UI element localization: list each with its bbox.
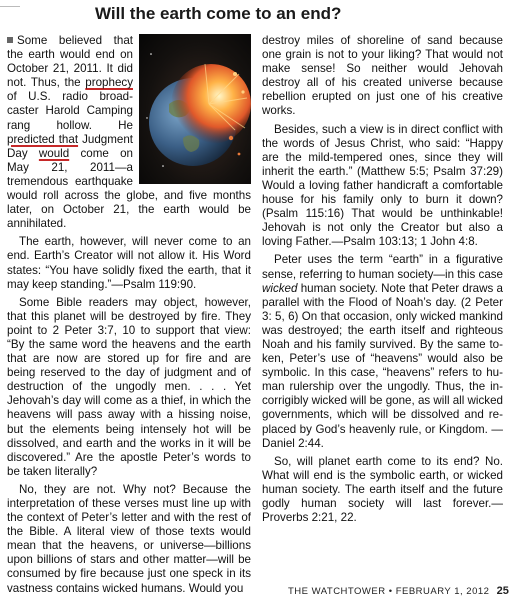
bullet-square-icon — [7, 37, 13, 43]
emphasis-wicked: wicked — [262, 281, 298, 295]
paragraph-earth-not-end: The earth, however, will never come to an end. Earth’s Creator will not allow it. His Word states: “You have solidly fixed the earth, that it may keep standing.”—Psalm 119:90. — [7, 235, 251, 291]
paragraph-figurative-earth: Peter uses the term “earth” in a figurative sense, referring to human society—in this case wicked human society. Note that Peter draws a parallel with the Flood of Noah’s day. (2 Peter 3: 5, 6) On that occasion, only wicked mankind was destroyed; the earth itself and righteous Noah and his family survived. By the same token, Peter’s use of “heavens” would also be symbolic. In this case, “heavens” refers to human rulership over the ungodly. Thus, the incorrigibly wicked will be gone, as will all wicked governments, which will be dissolved and replaced by God’s heavenly rule, or Kingdom. —Daniel 2:44. — [262, 253, 504, 450]
paragraph-not-literal: No, they are not. Why not? Because the interpretation of these verses must line up with the context of Peter’s letter and with the rest of the Bible. A literal view of those texts would mean that the heavens, or universe—billions upon billions of stars and other matter—will be consumed by fire because just one speck in its vastness contains wicked humans. Would you — [7, 482, 251, 595]
footer-separator: • — [388, 586, 393, 597]
footer-publication: THE WATCHTOWER — [288, 586, 386, 597]
paragraph-conclusion: So, will planet earth come to its end? No. What will end is the symbolic earth, or wicked human society. The earth itself and the future godly human society will last forever.—Proverbs 2:21, 22. — [262, 454, 503, 525]
exploding-earth-icon — [139, 34, 251, 184]
paragraph-intro: Some believed that the earth would end on October 21, 2011. It did not. Thus, the prophecy of U.S. radio broadcaster Harold Camping rang hollow. He predicted that Judgment Day would come on May 21, 2011—a tremendous earthquake would roll across the globe, and five months later, on October 21, the earth would be annihilated. — [7, 34, 251, 231]
underlined-predicted: predicted that — [7, 132, 79, 146]
left-column — [7, 34, 251, 600]
paragraph-mild-tempered: Besides, such a view is in direct conflict with the words of Jesus Christ, who said: “Happy are the mild-tempered ones, since they will inherit the earth.” (Matthew 5:5; Psalm 37:29) Would a loving father handicraft a comfortable house for his family only to burn it down? (Psalm 115:16) That would be unthinkable! Jehovah is not only the Creator but also a loving Father.—Psalm 103:13; 1 John 4:8. — [262, 122, 503, 249]
page-number: 25 — [496, 585, 509, 597]
article-title: Will the earth come to an end? — [95, 4, 342, 23]
paragraph-peter-fire: Some Bible readers may object, however, that this planet will be destroyed by fire. They point to 2 Peter 3:7, 10 to support that view: “By the same word the heavens and the earth that are now are stored up for fire and are being reserved to the day of judgment and of destruction of the ungodly men. . . . Yet Jehovah’s day will come as a thief, in which the heavens will pass away with a hissing noise, but the elements being intensely hot will be dissolved, and earth and the works in it will be discovered.” Are the apostle Peter’s words to be taken literally? — [7, 295, 251, 478]
underlined-would: would — [38, 146, 70, 160]
footer-date: FEBRUARY 1, 2012 — [395, 586, 490, 597]
page-footer — [288, 585, 509, 597]
right-column — [262, 34, 503, 529]
underlined-prophecy: prophecy — [85, 76, 133, 90]
corner-mark — [0, 0, 20, 7]
exploding-earth-illustration — [139, 34, 251, 184]
paragraph-shoreline: destroy miles of shoreline of sand because one grain is not to your liking? That would not make sense! So neither would Jehovah destroy all of his created universe because rebellion erupted on just one of his creative works. — [262, 34, 503, 118]
